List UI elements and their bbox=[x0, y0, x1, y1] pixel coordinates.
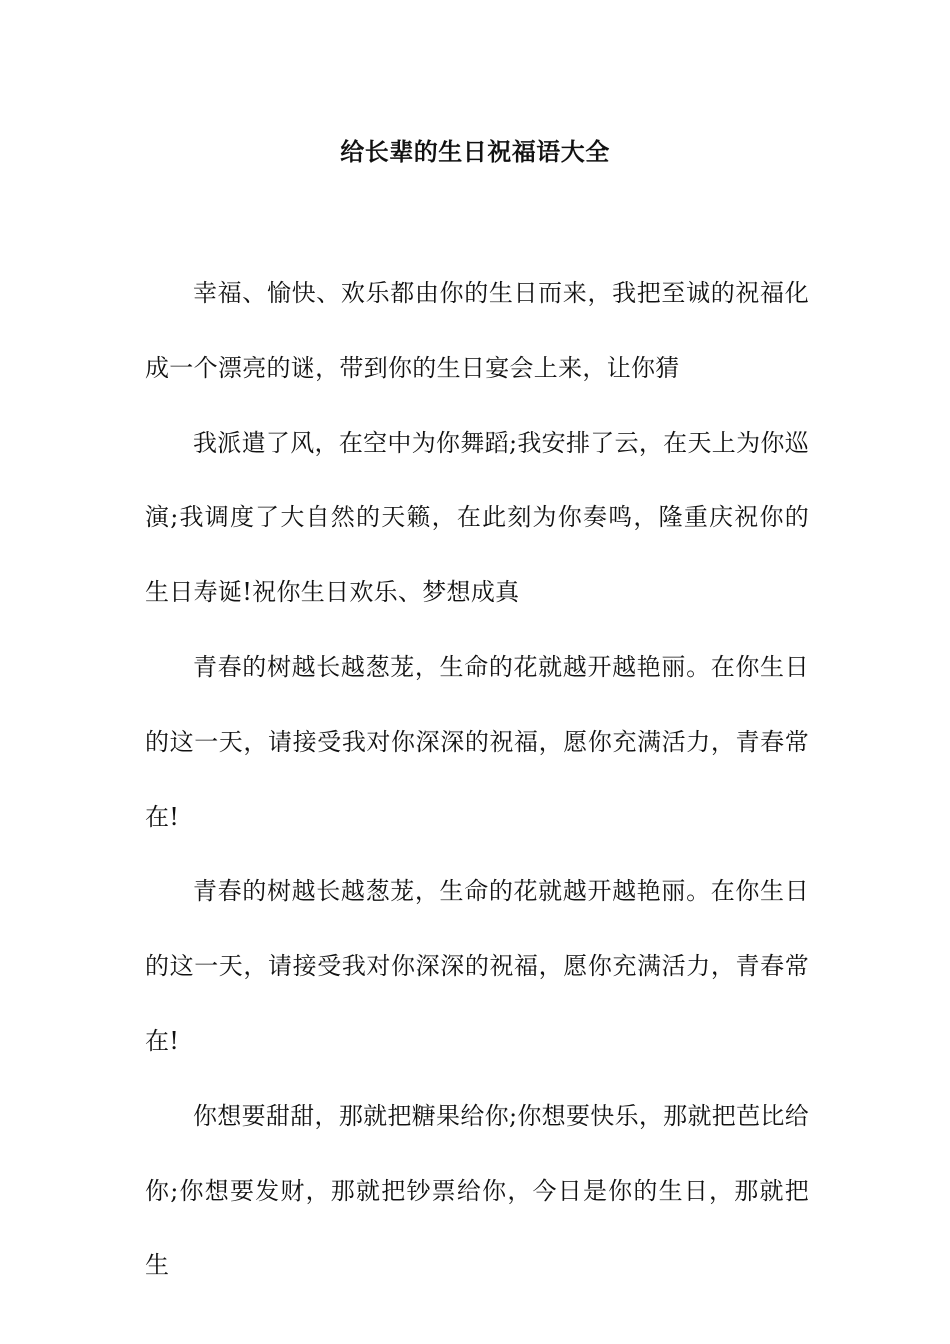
paragraph-3: 青春的树越长越葱茏，生命的花就越开越艳丽。在你生日的这一天，请接受我对你深深的祝福，愿你充满活力，青春常在! bbox=[145, 652, 809, 831]
document-title: 给长辈的生日祝福语大全 bbox=[340, 137, 610, 166]
document-body bbox=[145, 256, 809, 1303]
paragraph-4: 青春的树越长越葱茏，生命的花就越开越艳丽。在你生日的这一天，请接受我对你深深的祝福，愿你充满活力，青春常在! bbox=[145, 877, 809, 1055]
paragraph-5: 你想要甜甜，那就把糖果给你;你想要快乐，那就把芭比给你;你想要发财，那就把钞票给你，今日是你的生日，那就把生 bbox=[145, 1101, 809, 1280]
paragraph-2: 我派遣了风，在空中为你舞蹈;我安排了云，在天上为你巡演;我调度了大自然的天籁，在此刻为你奏鸣，隆重庆祝你的生日寿诞!祝你生日欢乐、梦想成真 bbox=[145, 428, 809, 607]
paragraph-1: 幸福、愉快、欢乐都由你的生日而来，我把至诚的祝福化成一个漂亮的谜，带到你的生日宴会上来，让你猜 bbox=[145, 279, 809, 382]
